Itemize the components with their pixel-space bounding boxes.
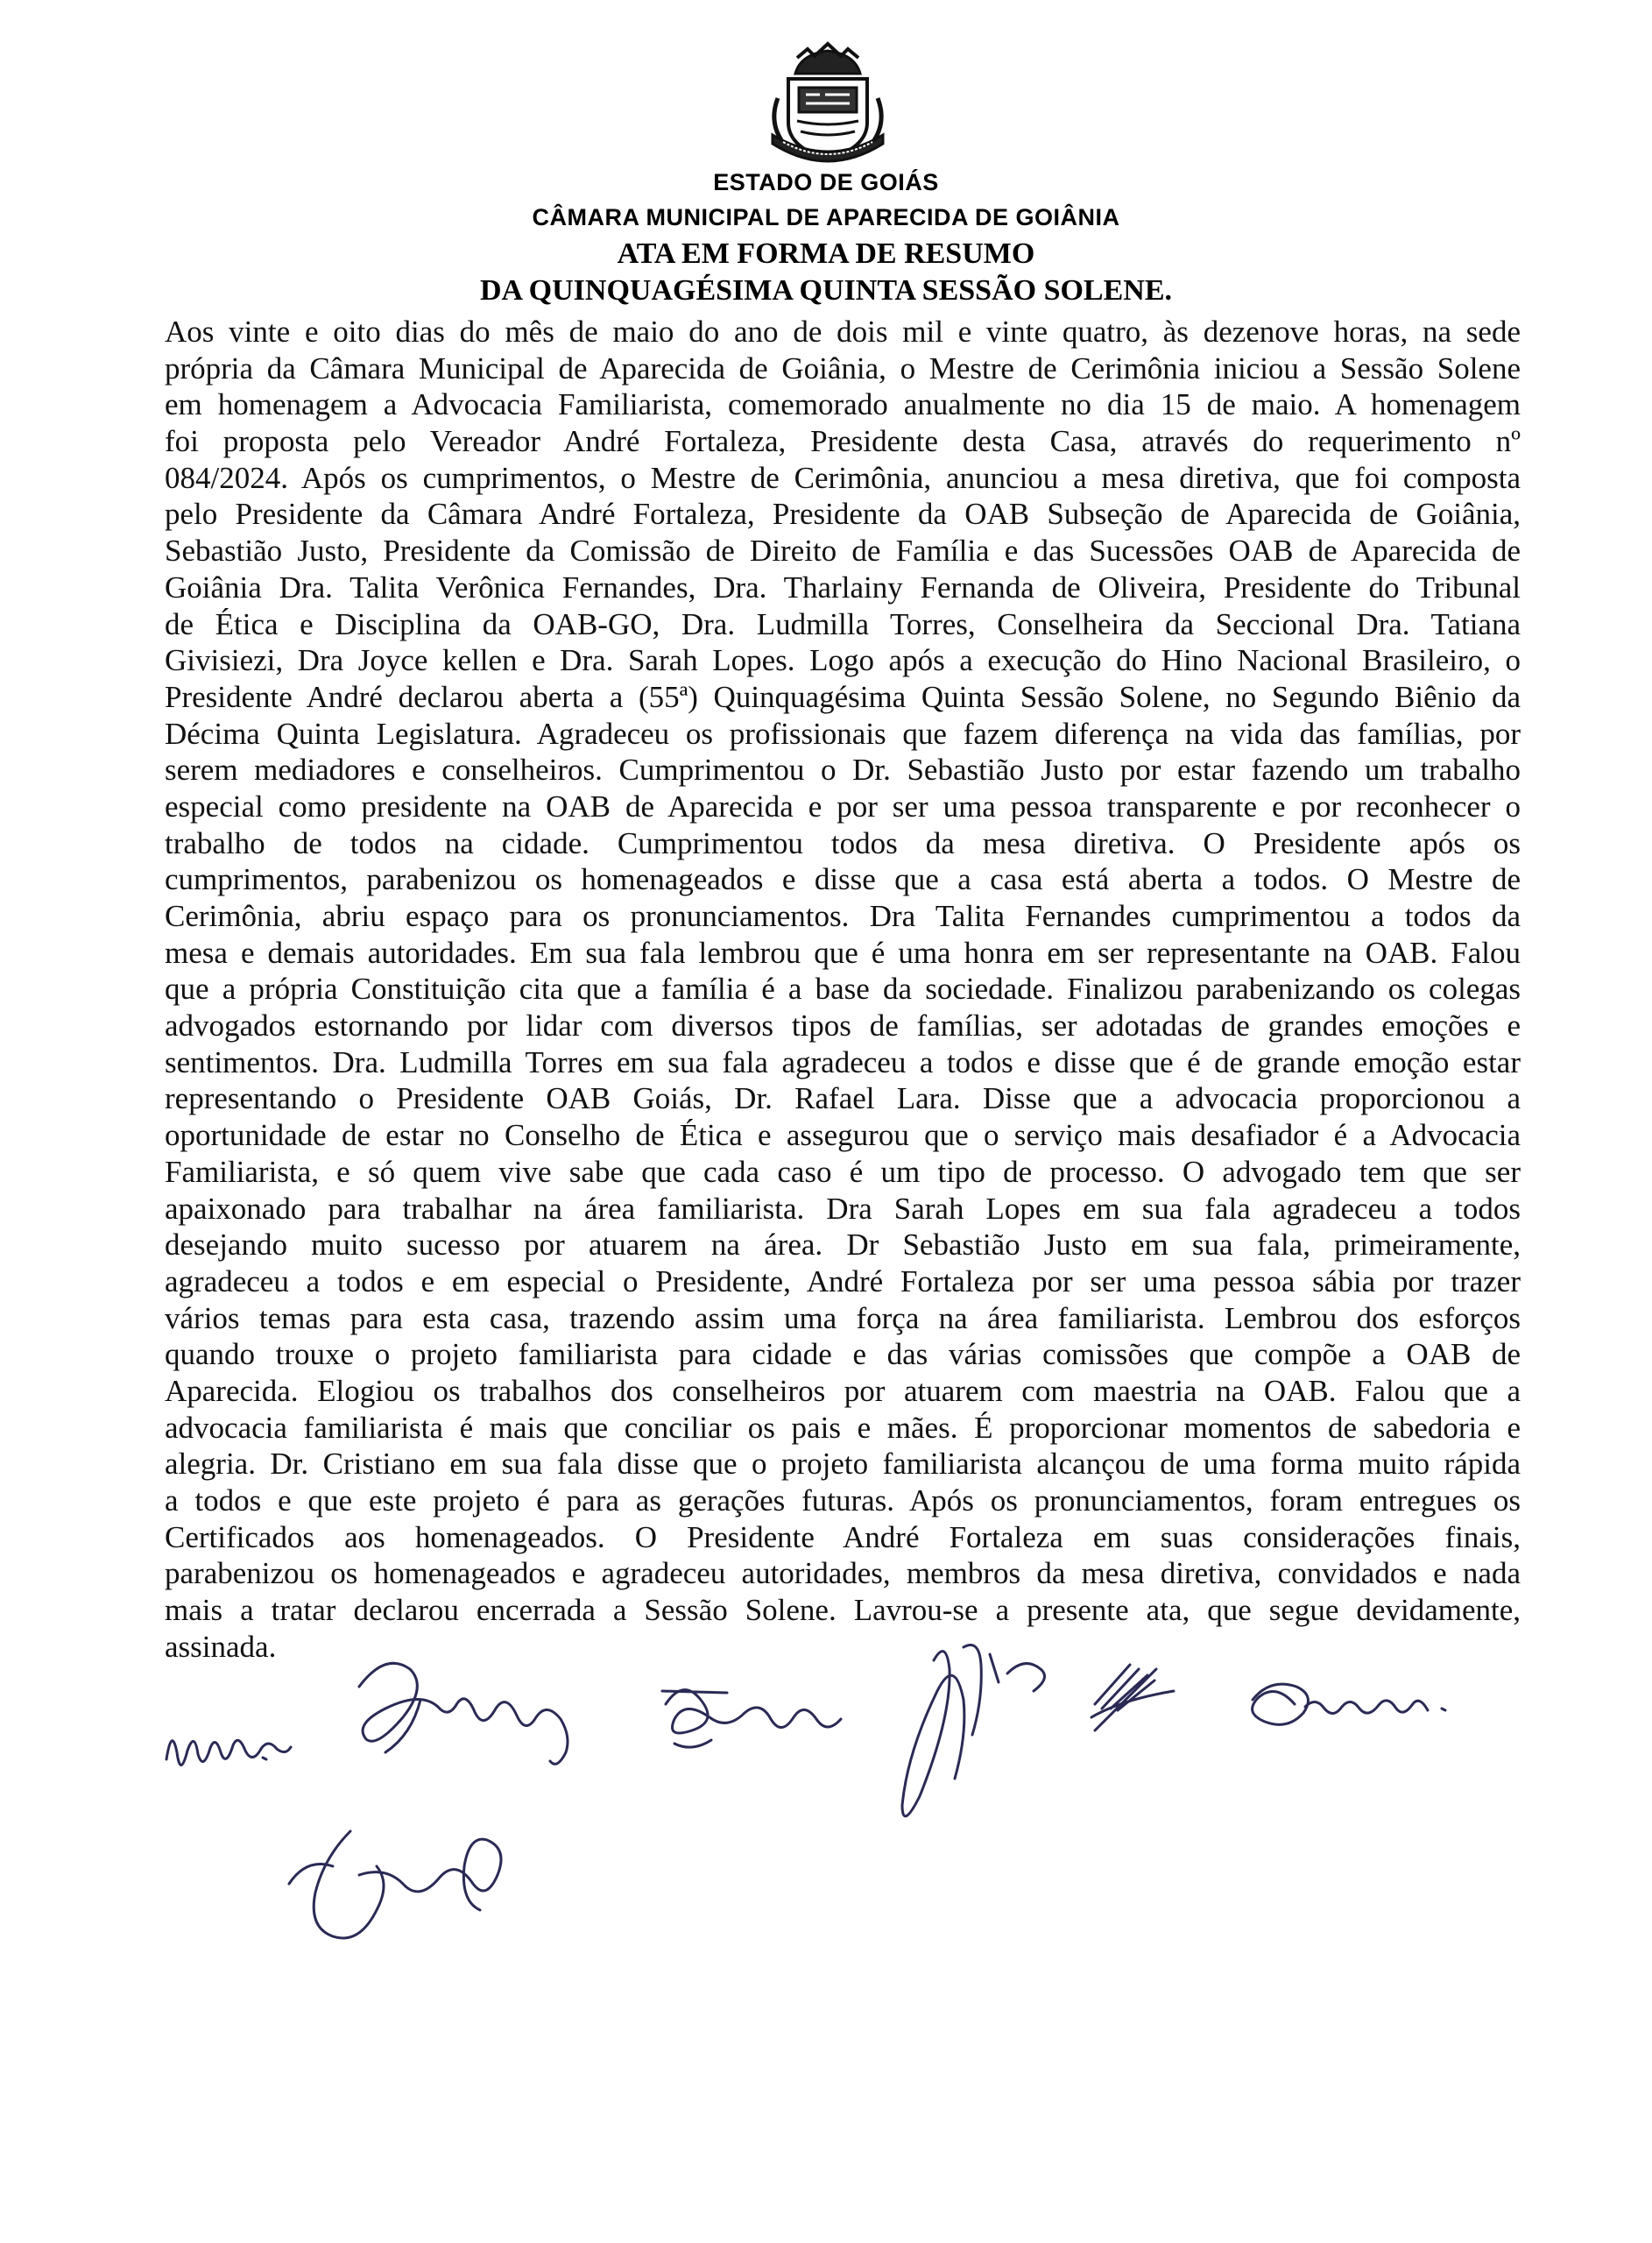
body-line: foi proposta pelo Vereador André Fortaleza, Presidente desta Casa, através do requerimento nº xyxy=(165,424,1521,459)
body-line: representando o Presidente OAB Goiás, Dr. Rafael Lara. Disse que a advocacia proporcionou a xyxy=(165,1081,1521,1116)
body-line: a todos e que este projeto é para as gerações futuras. Após os pronunciamentos, foram entregues os xyxy=(165,1483,1521,1518)
body-line: Givisiezi, Dra Joyce kellen e Dra. Sarah Lopes. Logo após a execução do Hino Nacional Brasileiro, o xyxy=(165,643,1521,678)
body-line: quando trouxe o projeto familiarista para cidade e das várias comissões que compõe a OAB de xyxy=(165,1337,1521,1372)
body-line: Aparecida. Elogiou os trabalhos dos conselheiros por atuarem com maestria na OAB. Falou que a xyxy=(165,1373,1521,1408)
body-line: pelo Presidente da Câmara André Fortaleza, Presidente da OAB Subseção de Aparecida de Goiânia, xyxy=(165,497,1521,532)
body-line: especial como presidente na OAB de Aparecida e por ser uma pessoa transparente e por reconhecer o xyxy=(165,789,1521,824)
body-line: sentimentos. Dra. Ludmilla Torres em sua fala agradeceu a todos e disse que é de grande emoção estar xyxy=(165,1044,1521,1079)
municipal-coat-of-arms-icon xyxy=(762,37,893,168)
body-line: que a própria Constituição cita que a família é a base da sociedade. Finalizou parabenizando os colegas xyxy=(165,972,1521,1007)
body-line: 084/2024. Após os cumprimentos, o Mestre de Cerimônia, anunciou a mesa diretiva, que foi composta xyxy=(165,460,1521,495)
signature-2 xyxy=(359,1663,568,1764)
body-line: vários temas para esta casa, trazendo assim uma força na área familiarista. Lembrou dos esforços xyxy=(165,1300,1521,1335)
state-heading: ESTADO DE GOIÁS xyxy=(713,169,939,195)
body-line: mesa e demais autoridades. Em sua fala lembrou que é uma honra em ser representante na OAB. Falou xyxy=(165,935,1521,970)
signature-4 xyxy=(902,1645,1045,1816)
body-line: Décima Quinta Legislatura. Agradeceu os profissionais que fazem diferença na vida das famílias, por xyxy=(165,716,1521,751)
body-line: em homenagem a Advocacia Familiarista, comemorado anualmente no dia 15 de maio. A homenagem xyxy=(165,387,1521,422)
body-line: parabenizou os homenageados e agradeceu autoridades, membros da mesa diretiva, convidados e nada xyxy=(165,1556,1521,1591)
signature-1 xyxy=(166,1740,291,1765)
body-line: desejando muito sucesso por atuarem na área. Dr Sebastião Justo em sua fala, primeiramente, xyxy=(165,1228,1521,1263)
body-line: serem mediadores e conselheiros. Cumprimentou o Dr. Sebastião Justo por estar fazendo um trabalho xyxy=(165,753,1521,788)
body-line: oportunidade de estar no Conselho de Ética e assegurou que o serviço mais desafiador é a Advocacia xyxy=(165,1118,1521,1153)
body-line: Aos vinte e oito dias do mês de maio do ano de dois mil e vinte quatro, às dezenove horas, na sede xyxy=(165,315,1521,349)
body-line: Sebastião Justo, Presidente da Comissão de Direito de Família e das Sucessões OAB de Aparecida de xyxy=(165,534,1521,569)
signature-6 xyxy=(1253,1684,1445,1724)
body-line: Goiânia Dra. Talita Verônica Fernandes, Dra. Tharlainy Fernanda de Oliveira, Presidente do Tribunal xyxy=(165,570,1521,605)
signature-5 xyxy=(1091,1665,1174,1730)
body-line: assinada. xyxy=(165,1629,277,1664)
body-line: advocacia familiarista é mais que conciliar os pais e mães. É proporcionar momentos de sabedoria e xyxy=(165,1410,1521,1445)
body-line: Certificados aos homenageados. O Presidente André Fortaleza em suas considerações finais, xyxy=(165,1519,1521,1554)
body-line: agradeceu a todos e em especial o Presidente, André Fortaleza por ser uma pessoa sábia por trazer xyxy=(165,1263,1521,1298)
body-line: apaixonado para trabalhar na área familiarista. Dra Sarah Lopes em sua fala agradeceu a todos xyxy=(165,1191,1521,1226)
document-title: ATA EM FORMA DE RESUMO xyxy=(617,237,1035,270)
body-line: trabalho de todos na cidade. Cumprimentou todos da mesa diretiva. O Presidente após os xyxy=(165,825,1521,860)
body-line: própria da Câmara Municipal de Aparecida de Goiânia, o Mestre de Cerimônia iniciou a Sessão Solene xyxy=(165,350,1521,386)
body-line: Presidente André declarou aberta a (55ª) Quinquagésima Quinta Sessão Solene, no Segundo Biênio da xyxy=(165,679,1521,714)
signature-3 xyxy=(662,1690,841,1748)
body-line: cumprimentos, parabenizou os homenageados e disse que a casa está aberta a todos. O Mestre de xyxy=(165,862,1521,897)
body-line: mais a tratar declarou encerrada a Sessão Solene. Lavrou-se a presente ata, que segue devidamente, xyxy=(165,1593,1521,1628)
body-line: de Ética e Disciplina da OAB-GO, Dra. Ludmilla Torres, Conselheira da Seccional Dra. Tatiana xyxy=(165,606,1521,641)
body-line: Familiarista, e só quem vive sabe que cada caso é um tipo de processo. O advogado tem que ser xyxy=(165,1154,1521,1189)
body-line: advogados estornando por lidar com diversos tipos de famílias, ser adotadas de grandes emoções e xyxy=(165,1008,1521,1044)
body-line: Cerimônia, abriu espaço para os pronunciamentos. Dra Talita Fernandes cumprimentou a todos da xyxy=(165,899,1521,933)
minutes-body xyxy=(165,314,1521,1665)
signature-7 xyxy=(289,1831,501,1938)
chamber-heading: CÂMARA MUNICIPAL DE APARECIDA DE GOIÂNIA xyxy=(532,204,1120,230)
body-line: alegria. Dr. Cristiano em sua fala disse que o projeto familiarista alcançou de uma forma muito rápida xyxy=(165,1447,1521,1482)
document-subtitle: DA QUINQUAGÉSIMA QUINTA SESSÃO SOLENE. xyxy=(479,274,1173,307)
